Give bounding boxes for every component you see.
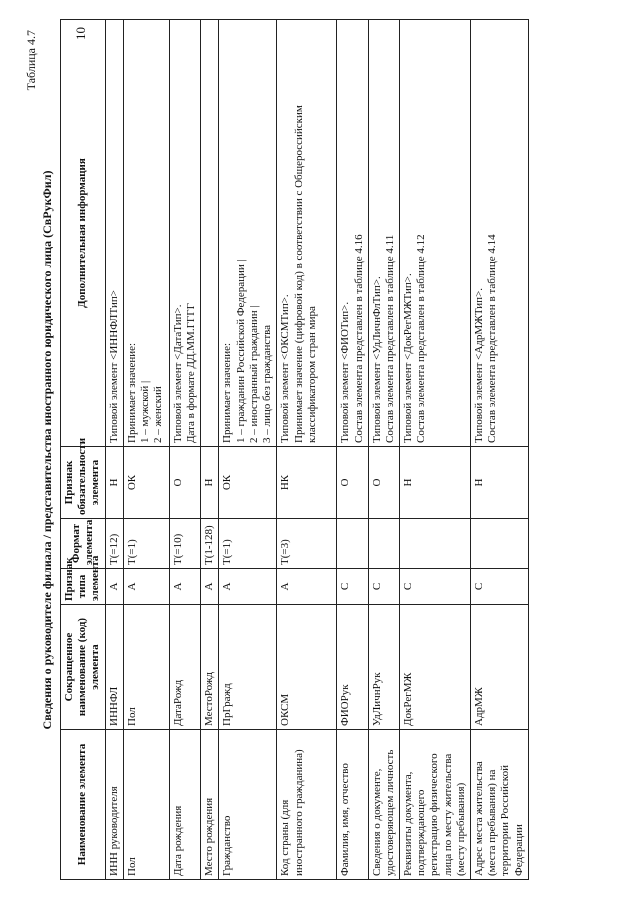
table-row bbox=[201, 20, 219, 880]
info-line: Состав элемента представлен в таблице 4.16 bbox=[352, 234, 365, 443]
info-line: Типовой элемент <ФИОТип>. bbox=[339, 301, 352, 443]
cell-element-type: А bbox=[277, 569, 337, 605]
page-number: 10 bbox=[73, 27, 88, 40]
cell-element-name: Гражданство bbox=[219, 730, 277, 880]
cell-additional-info bbox=[277, 20, 337, 447]
cell-element-format bbox=[400, 519, 471, 569]
cell-additional-info bbox=[201, 20, 219, 447]
cell-element-code: ФИОРук bbox=[337, 605, 368, 730]
cell-element-format: T(=10) bbox=[169, 519, 200, 569]
table-row bbox=[471, 20, 529, 880]
table-row bbox=[169, 20, 200, 880]
elements-table bbox=[60, 19, 529, 880]
table-row bbox=[277, 20, 337, 880]
cell-element-format: T(=1) bbox=[123, 519, 169, 569]
cell-element-required: Н bbox=[201, 447, 219, 519]
cell-element-code: УдЛичнРук bbox=[368, 605, 399, 730]
header-element-name: Наименование элемента bbox=[61, 730, 106, 880]
rotated-page-content bbox=[20, 20, 610, 880]
cell-element-required: О bbox=[368, 447, 399, 519]
cell-element-required: Н bbox=[400, 447, 471, 519]
info-line: 1 – мужской | bbox=[138, 380, 151, 443]
cell-element-format bbox=[471, 519, 529, 569]
info-line: Типовой элемент <ИННФЛТип> bbox=[107, 290, 120, 443]
cell-element-type: А bbox=[201, 569, 219, 605]
cell-element-name: Реквизиты документа, подтверждающего регистрацию физического лица по месту жительства (месту пребывания) bbox=[400, 730, 471, 880]
cell-element-type: А bbox=[219, 569, 277, 605]
info-line: Типовой элемент <ДокРегМЖТип>. bbox=[402, 273, 415, 443]
cell-element-code: МестоРожд bbox=[201, 605, 219, 730]
table-row bbox=[219, 20, 277, 880]
info-line: 2 – женский bbox=[152, 386, 165, 443]
cell-element-format bbox=[368, 519, 399, 569]
info-line: 3 – лицо без гражданства bbox=[260, 324, 273, 443]
cell-element-name: Фамилия, имя, отчество bbox=[337, 730, 368, 880]
info-line: 2 – иностранный гражданин | bbox=[247, 305, 260, 443]
header-element-type: Признак типа элемента bbox=[61, 569, 106, 605]
info-line: Принимает значение (цифровой код) в соответствии с Общероссийским классификатором стран мира bbox=[292, 105, 318, 443]
info-line: Типовой элемент <АдрМЖТип>. bbox=[473, 287, 485, 443]
table-row bbox=[105, 20, 123, 880]
table-row bbox=[337, 20, 368, 880]
info-line: Состав элемента представлен в таблице 4.11 bbox=[383, 234, 396, 443]
cell-element-format: T(1-128) bbox=[201, 519, 219, 569]
cell-additional-info bbox=[368, 20, 399, 447]
cell-element-name: Пол bbox=[123, 730, 169, 880]
table-body bbox=[105, 20, 528, 880]
cell-element-code: ДатаРожд bbox=[169, 605, 200, 730]
header-element-code: Сокращенное наименование (код) элемента bbox=[61, 605, 106, 730]
info-line: Типовой элемент <ДатаТип>. bbox=[171, 304, 184, 443]
cell-additional-info bbox=[400, 20, 471, 447]
info-line: Типовой элемент <ОКСМТип>. bbox=[279, 294, 292, 443]
cell-element-code: ОКСМ bbox=[277, 605, 337, 730]
cell-additional-info bbox=[105, 20, 123, 447]
info-line: Типовой элемент <УдЛичнФлТип>. bbox=[370, 276, 383, 443]
cell-element-code: ПрГражд bbox=[219, 605, 277, 730]
info-line: Дата в формате ДД.ММ.ГГГГ bbox=[184, 302, 197, 443]
cell-element-format: T(=1) bbox=[219, 519, 277, 569]
cell-element-type: С bbox=[368, 569, 399, 605]
cell-additional-info bbox=[123, 20, 169, 447]
cell-element-type: А bbox=[169, 569, 200, 605]
info-line: Состав элемента представлен в таблице 4.14 bbox=[486, 234, 499, 443]
cell-element-type: С bbox=[400, 569, 471, 605]
header-additional-info: Дополнительная информация bbox=[61, 20, 106, 447]
cell-element-code: ДокРегМЖ bbox=[400, 605, 471, 730]
cell-element-required: НК bbox=[277, 447, 337, 519]
cell-element-name: Место рождения bbox=[201, 730, 219, 880]
table-label: Таблица 4.7 bbox=[24, 30, 38, 91]
cell-element-format: T(=12) bbox=[105, 519, 123, 569]
cell-additional-info bbox=[337, 20, 368, 447]
cell-element-type: А bbox=[105, 569, 123, 605]
cell-element-type: С bbox=[337, 569, 368, 605]
cell-element-name: Код страны (для иностранного гражданина) bbox=[277, 730, 337, 880]
table-header-row bbox=[61, 20, 106, 880]
cell-element-required: ОК bbox=[219, 447, 277, 519]
cell-element-code: Пол bbox=[123, 605, 169, 730]
cell-element-code: ИННФЛ bbox=[105, 605, 123, 730]
cell-element-required: Н bbox=[471, 447, 529, 519]
cell-element-name: ИНН руководителя bbox=[105, 730, 123, 880]
cell-element-name: Дата рождения bbox=[169, 730, 200, 880]
cell-additional-info bbox=[169, 20, 200, 447]
cell-element-required: О bbox=[337, 447, 368, 519]
header-element-required: Признак обязательности элемента bbox=[61, 447, 106, 519]
cell-element-name: Адрес места жительства (места пребывания) на территории Российской Федерации bbox=[471, 730, 529, 880]
table-row bbox=[123, 20, 169, 880]
info-line: 1 – гражданин Российской Федерации | bbox=[234, 259, 247, 443]
cell-additional-info bbox=[471, 20, 529, 447]
table-row bbox=[400, 20, 471, 880]
info-line: Принимает значение: bbox=[221, 342, 234, 443]
cell-element-required: Н bbox=[105, 447, 123, 519]
header-element-format: Формат элемента bbox=[61, 519, 106, 569]
cell-element-required: ОК bbox=[123, 447, 169, 519]
cell-element-name: Сведения о документе, удостоверяющем личность bbox=[368, 730, 399, 880]
cell-element-required: О bbox=[169, 447, 200, 519]
info-line: Состав элемента представлен в таблице 4.12 bbox=[415, 234, 428, 443]
cell-additional-info bbox=[219, 20, 277, 447]
table-title: Сведения о руководителе филиала / представительства иностранного юридического лица (СвРукФил) bbox=[40, 170, 54, 730]
cell-element-format: T(=3) bbox=[277, 519, 337, 569]
cell-element-code: АдрМЖ bbox=[471, 605, 529, 730]
info-line: Принимает значение: bbox=[125, 342, 138, 443]
cell-element-type: А bbox=[123, 569, 169, 605]
cell-element-type: С bbox=[471, 569, 529, 605]
table-row bbox=[368, 20, 399, 880]
cell-element-format bbox=[337, 519, 368, 569]
